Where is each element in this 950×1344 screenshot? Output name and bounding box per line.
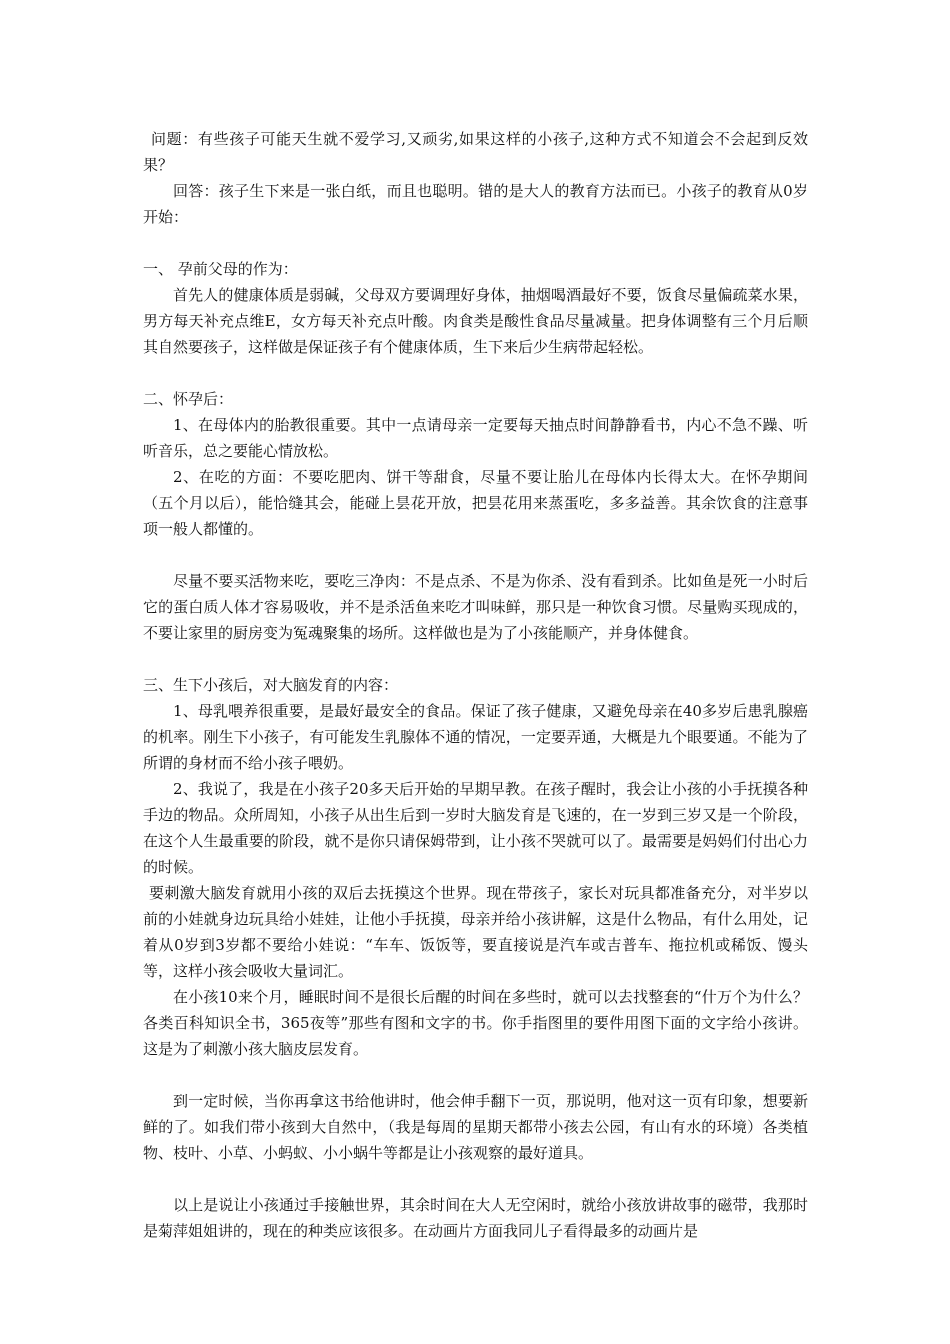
spacer bbox=[143, 1166, 808, 1192]
section-2-paragraph: 尽量不要买活物来吃，要吃三净肉：不是点杀、不是为你杀、没有看到杀。比如鱼是死一小时后它的蛋白质人体才容易吸收，并不是杀活鱼来吃才叫味鲜，那只是一种饮食习惯。尽量购买现成的，不要让家里的厨房变为冤魂聚集的场所。这样做也是为了小孩能顺产，并身体健食。 bbox=[143, 572, 808, 642]
section-3-paragraph: 在小孩10来个月，睡眠时间不是很长后醒的时间在多些时，就可以去找整套的“什万个为什么？各类百科知识全书，365夜等”那些有图和文字的书。你手指图里的要件用图下面的文字给小孩讲。这是为了刺激小孩大脑皮层发育。 bbox=[143, 988, 808, 1058]
spacer bbox=[143, 542, 808, 568]
spacer bbox=[143, 646, 808, 672]
spacer bbox=[143, 360, 808, 386]
section-2-paragraph: 1、在母体内的胎教很重要。其中一点请母亲一定要每天抽点时间静静看书，内心不急不躁、听听音乐，总之要能心情放松。 bbox=[143, 416, 808, 460]
answer-paragraph: 回答：孩子生下来是一张白纸，而且也聪明。错的是大人的教育方法而已。小孩子的教育从0岁开始： bbox=[143, 182, 808, 226]
section-3-paragraph: 2、我说了，我是在小孩子20多天后开始的早期早教。在孩子醒时，我会让小孩的小手抚摸各种手边的物品。众所周知，小孩子从出生后到一岁时大脑发育是飞速的，在一岁到三岁又是一个阶段，在这个人生最重要的阶段，就不是你只请保姆带到，让小孩不哭就可以了。最需要是妈妈们付出心力的时候。 bbox=[143, 780, 808, 876]
spacer bbox=[143, 230, 808, 256]
section-3-paragraph: 1、母乳喂养很重要，是最好最安全的食品。保证了孩子健康，又避免母亲在40多岁后患乳腺癌的机率。刚生下小孩子，有可能发生乳腺体不通的情况，一定要弄通，大概是九个眼要通。不能为了所谓的身材而不给小孩子喂奶。 bbox=[143, 702, 808, 772]
section-2-heading: 二、怀孕后： bbox=[143, 390, 234, 408]
section-3-paragraph: 要刺激大脑发育就用小孩的双后去抚摸这个世界。现在带孩子，家长对玩具都准备充分，对半岁以前的小娃就身边玩具给小娃娃，让他小手抚摸，母亲并给小孩讲解，这是什么物品，有什么用处，记着从0岁到3岁都不要给小娃说：“车车、饭饭等，要直接说是汽车或吉普车、拖拉机或稀饭、馒头等，这样小孩会吸收大量词汇。 bbox=[143, 884, 808, 980]
spacer bbox=[143, 1062, 808, 1088]
section-3-paragraph: 以上是说让小孩通过手接触世界，其余时间在大人无空闲时，就给小孩放讲故事的磁带，我那时是菊萍姐姐讲的，现在的种类应该很多。在动画片方面我同儿子看得最多的动画片是 bbox=[143, 1196, 808, 1240]
section-2-paragraph: 2、在吃的方面：不要吃肥肉、饼干等甜食，尽量不要让胎儿在母体内长得太大。在怀孕期间（五个月以后），能恰缝其会，能碰上昙花开放，把昙花用来蒸蛋吃，多多益善。其余饮食的注意事项一般人都懂的。 bbox=[143, 468, 808, 538]
section-3-heading: 三、生下小孩后，对大脑发育的内容： bbox=[143, 676, 399, 694]
section-3-paragraph: 到一定时候，当你再拿这书给他讲时，他会伸手翻下一页，那说明，他对这一页有印象，想要新鲜的了。如我们带小孩到大自然中，（我是每周的星期天都带小孩去公园，有山有水的环境）各类植物、枝叶、小草、小蚂蚁、小小蜗牛等都是让小孩观察的最好道具。 bbox=[143, 1092, 808, 1162]
document-page bbox=[143, 126, 808, 1244]
section-1-paragraph: 首先人的健康体质是弱碱，父母双方要调理好身体，抽烟喝酒最好不要，饭食尽量偏疏菜水果，男方每天补充点维E，女方每天补充点叶酸。肉食类是酸性食品尽量减量。把身体调整有三个月后顺其自然要孩子，这样做是保证孩子有个健康体质，生下来后少生病带起轻松。 bbox=[143, 286, 808, 356]
question-paragraph: 问题：有些孩子可能天生就不爱学习,又顽劣,如果这样的小孩子,这种方式不知道会不会起到反效果？ bbox=[143, 130, 808, 174]
section-1-heading: 一、 孕前父母的作为： bbox=[143, 260, 298, 278]
